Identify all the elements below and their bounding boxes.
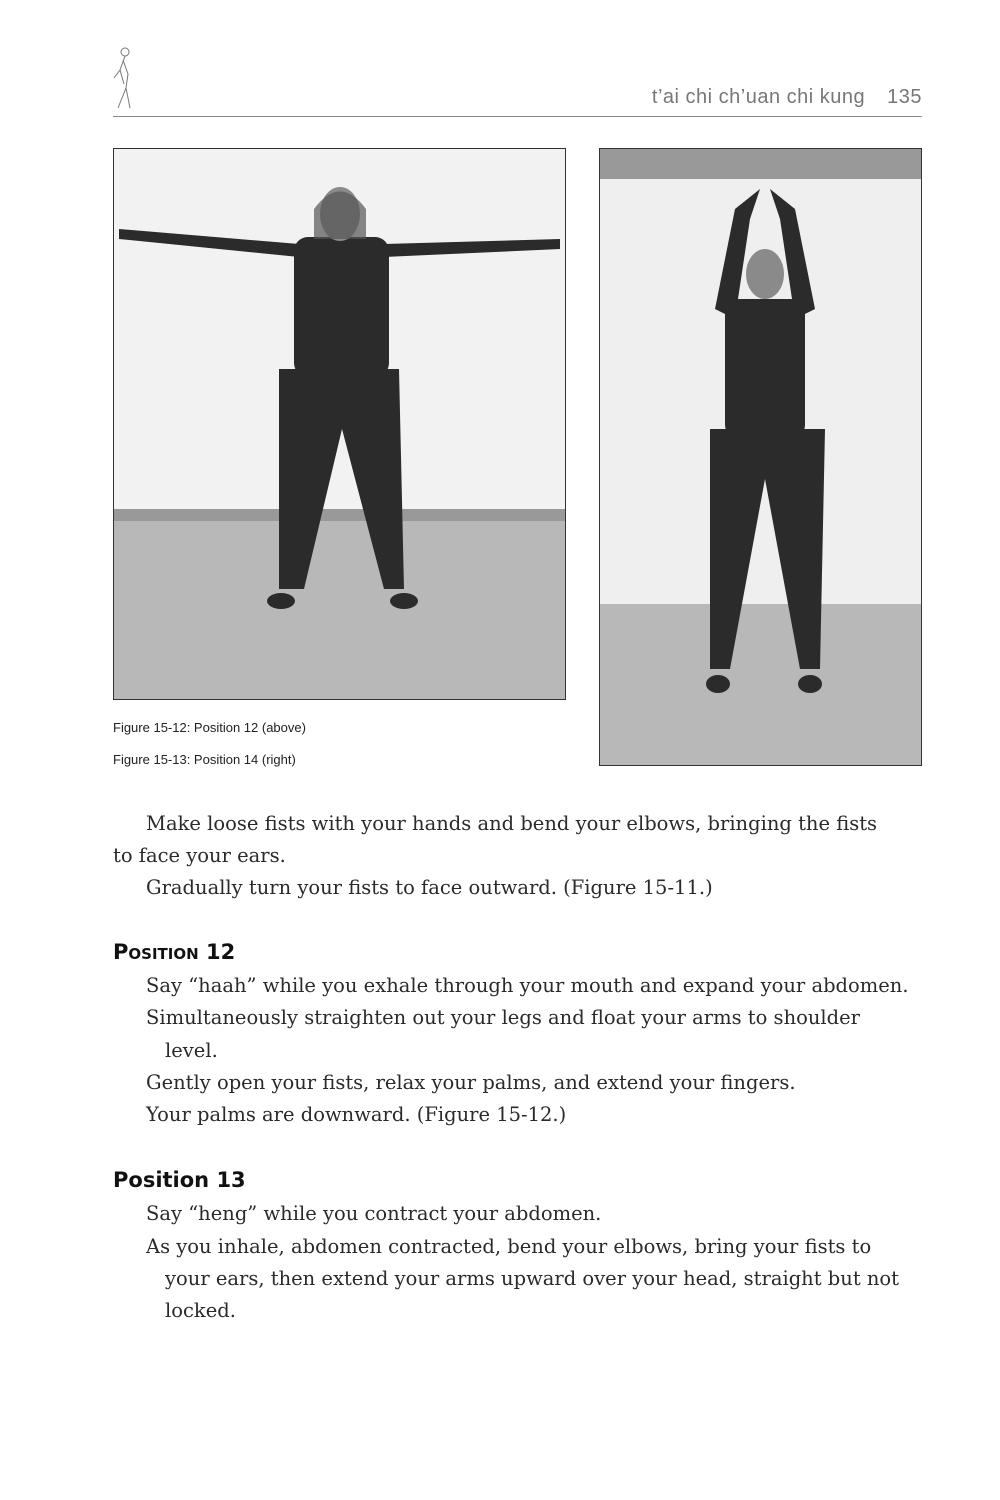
page-number: 135 (887, 86, 922, 108)
figure-caption: Figure 15-12: Position 12 (above) (113, 720, 306, 735)
running-header (652, 86, 922, 109)
body-line: level. (165, 1039, 218, 1062)
body-line: to face your ears. (113, 844, 286, 867)
body-line: Gradually turn your fists to face outward. (Figure 15-11.) (146, 876, 713, 899)
tai-chi-figure-logo-icon (108, 44, 142, 112)
body-line: your ears, then extend your arms upward over your head, straight but not (165, 1267, 899, 1290)
body-line: Simultaneously straighten out your legs and float your arms to shoulder (146, 1006, 861, 1029)
body-line: As you inhale, abdomen contracted, bend your elbows, bring your fists to (146, 1235, 872, 1258)
section-heading: Position 13 (113, 1168, 246, 1192)
figure-caption: Figure 15-13: Position 14 (right) (113, 752, 296, 767)
body-line: Gently open your fists, relax your palms, and extend your fingers. (146, 1071, 796, 1094)
header-rule (113, 116, 922, 117)
body-line: Your palms are downward. (Figure 15-12.) (146, 1103, 567, 1126)
running-title: t’ai chi ch’uan chi kung (651, 86, 866, 108)
body-line: Say “haah” while you exhale through your mouth and expand your abdomen. (146, 974, 909, 997)
section-heading: Position 12 (113, 940, 236, 964)
body-line: Say “heng” while you contract your abdomen. (146, 1202, 602, 1225)
body-line: locked. (165, 1299, 236, 1322)
photo-position-12 (113, 148, 566, 700)
body-line: Make loose fists with your hands and bend your elbows, bringing the fists (146, 812, 878, 835)
photo-position-14 (599, 148, 922, 766)
